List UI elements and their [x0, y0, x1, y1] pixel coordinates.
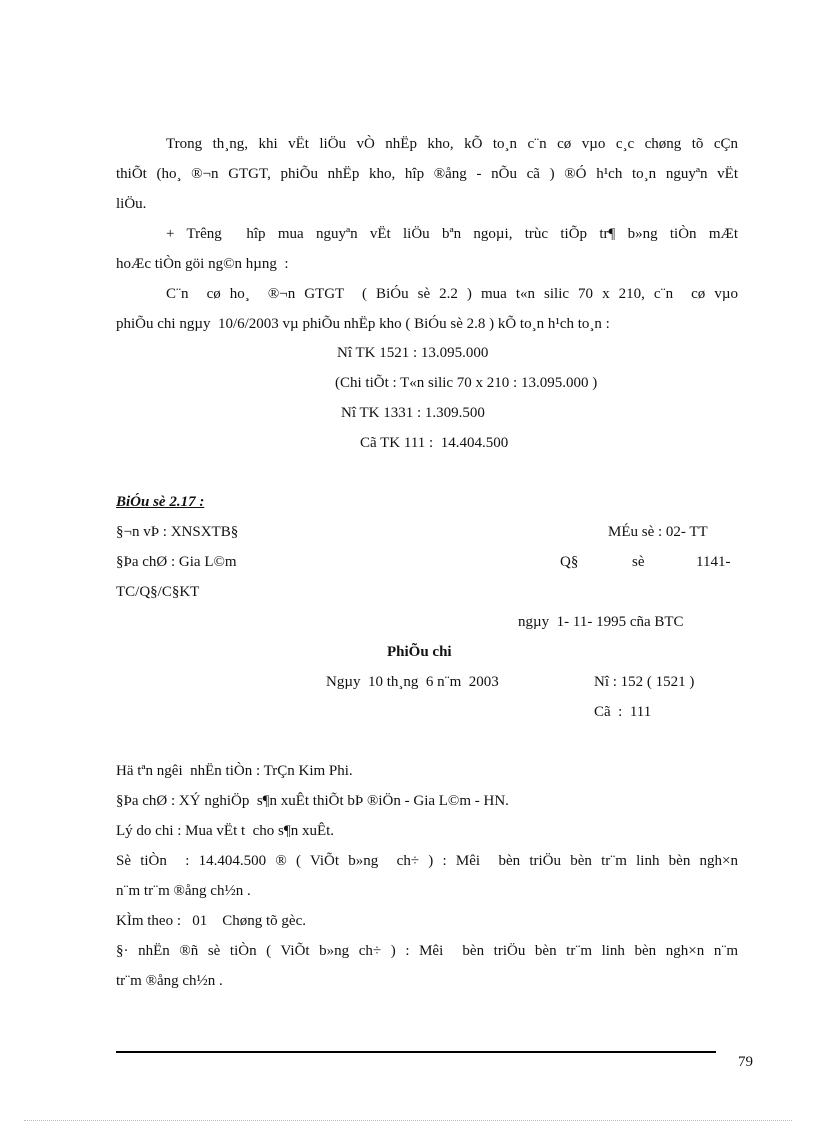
- received-line-1: §· nhËn ®ñ sè tiÒn ( ViÕt b»ng ch÷ ) : Mêi bèn triÖu bèn tr¨m linh bèn ngh×n n¨m: [116, 943, 738, 959]
- payee-name: Hä tªn ngêi nhËn tiÒn : TrÇn Kim Phi.: [116, 763, 353, 779]
- entry-credit-111: Cã TK 111 : 14.404.500: [360, 435, 509, 451]
- voucher-date: Ngµy 10 th¸ng 6 n¨m 2003: [326, 674, 499, 690]
- attached-documents: KÌm theo : 01 Chøng tõ gèc.: [116, 913, 306, 929]
- page-number: 79: [738, 1054, 753, 1070]
- voucher-credit: Cã : 111: [594, 704, 652, 720]
- decision-code: TC/Q§/C§KT: [116, 584, 200, 600]
- paragraph-3-line-1: C¨n cø ho¸ ®¬n GTGT ( BiÓu sè 2.2 ) mua t«n silic 70 x 210, c¨n cø vµo: [166, 286, 738, 302]
- entry-debit-1521: Nî TK 1521 : 13.095.000: [337, 345, 489, 361]
- unit-name: §¬n vÞ : XNSXTB§: [116, 524, 239, 540]
- paragraph-1-line-3: liÖu.: [116, 196, 147, 212]
- decision-number-label: sè: [632, 554, 645, 570]
- amount-line-2: n¨m tr¨m ®ång ch½n .: [116, 883, 251, 899]
- payment-reason: Lý do chi : Mua vËt t cho s¶n xuÊt.: [116, 823, 335, 839]
- form-title: BiÓu sè 2.17 :: [116, 494, 205, 510]
- decision-label: Q§: [560, 554, 579, 570]
- page-bottom-border: [24, 1120, 792, 1121]
- decision-number: 1141-: [696, 554, 731, 570]
- paragraph-2-line-1: + Trêng hîp mua nguyªn vËt liÖu bªn ngoµi, trùc tiÕp tr¶ b»ng tiÒn mÆt: [166, 226, 738, 242]
- paragraph-1-line-2: thiÕt (ho¸ ®¬n GTGT, phiÕu nhËp kho, hîp ®ång - nÕu cã ) ®Ó h¹ch to¸n nguyªn vËt: [116, 166, 738, 182]
- voucher-title: PhiÕu chi: [387, 644, 452, 660]
- paragraph-1-line-1: Trong th¸ng, khi vËt liÖu vÒ nhËp kho, kÕ to¸n c¨n cø vµo c¸c chøng tõ cÇn: [166, 136, 738, 152]
- amount-line-1: Sè tiÒn : 14.404.500 ® ( ViÕt b»ng ch÷ ) : Mêi bèn triÖu bèn tr¨m linh bèn ngh×n: [116, 853, 738, 869]
- payee-address: §Þa chØ : XÝ nghiÖp s¶n xuÊt thiÕt bÞ ®iÖn - Gia L©m - HN.: [116, 793, 509, 809]
- unit-address: §Þa chØ : Gia L©m: [116, 554, 237, 570]
- footer-rule: [116, 1051, 716, 1053]
- decision-date: ngµy 1- 11- 1995 cña BTC: [518, 614, 684, 630]
- entry-debit-1331: Nî TK 1331 : 1.309.500: [341, 405, 485, 421]
- received-line-2: tr¨m ®ång ch½n .: [116, 973, 223, 989]
- paragraph-2-line-2: hoÆc tiÒn göi ng©n hµng :: [116, 256, 289, 272]
- entry-detail: (Chi tiÕt : T«n silic 70 x 210 : 13.095.000 ): [335, 375, 598, 391]
- voucher-debit: Nî : 152 ( 1521 ): [594, 674, 695, 690]
- paragraph-3-line-2: phiÕu chi ngµy 10/6/2003 vµ phiÕu nhËp kho ( BiÓu sè 2.8 ) kÕ to¸n h¹ch to¸n :: [116, 316, 610, 332]
- form-number: MÉu sè : 02- TT: [608, 524, 708, 540]
